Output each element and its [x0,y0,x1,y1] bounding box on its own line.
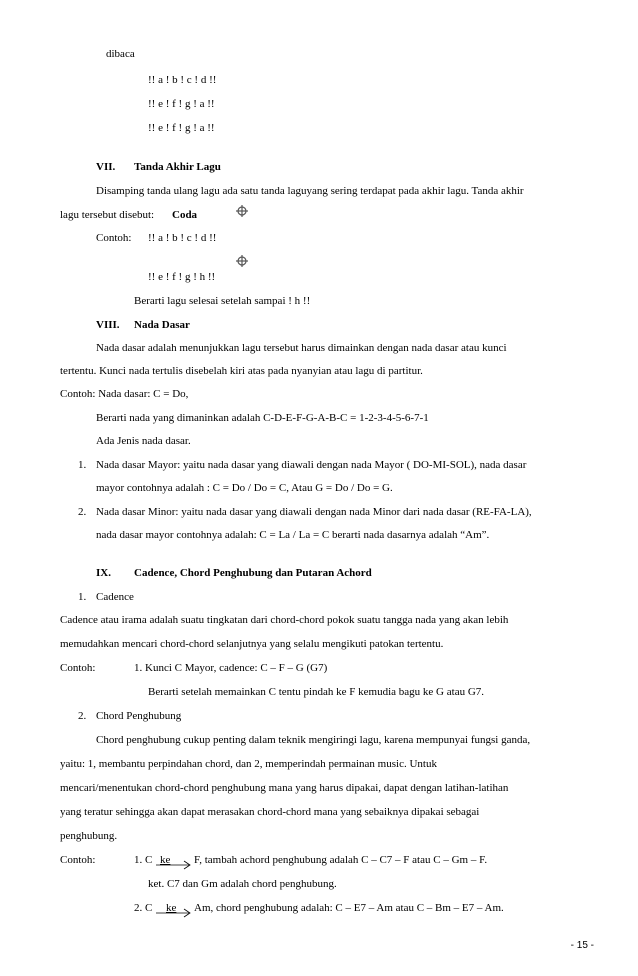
paragraph-line: memudahkan mencari chord-chord selanjutnya yang selalu mengikuti patokan tertentu. [60,638,444,650]
contoh-label: Contoh: [60,854,96,866]
section-title: Nada Dasar [134,319,190,331]
example-chord: 1. C [134,854,153,866]
paragraph-line: yaitu: 1, membantu perpindahan chord, dan 2, memperindah permainan music. Untuk [60,758,437,770]
section-title: Cadence, Chord Penghubung dan Putaran Achord [134,567,372,579]
page-number: - 15 - [570,940,594,951]
example-ke: ke [166,902,177,914]
list-number: 1. [78,459,87,471]
paragraph-line: Chord penghubung cukup penting dalam teknik mengiringi lagu, karena mempunyai fungsi ganda, [96,734,531,746]
list-item-line: Nada dasar Minor: yaitu nada dasar yang diawali dengan nada Minor dari nada dasar (RE-FA-LA), [96,506,532,518]
list-number: 1. [78,591,87,603]
subsection-title: Cadence [96,591,134,603]
paragraph-line: yang teratur sehingga akan dapat merasakan chord-chord mana yang sebaiknya dipakai sebagai [60,806,480,818]
paragraph-line: Ada Jenis nada dasar. [96,435,191,447]
section-number: VII. [96,161,116,173]
paragraph-line: Berarti nada yang dimaninkan adalah C-D-E-F-G-A-B-C = 1-2-3-4-5-6-7-1 [96,412,429,424]
coda-term: Coda [172,209,198,221]
coda-icon [236,205,248,217]
paragraph-line: mencari/menentukan chord-chord penghubung mana yang harus dipakai, dapat dengan latihan-latihan [60,782,509,794]
arrow-icon [156,908,192,918]
list-item-line: nada dasar mayor contohnya adalah: C = La / La = C berarti nada dasarnya adalah “Am”. [96,529,490,541]
section-number: IX. [96,567,111,579]
section-title: Tanda Akhir Lagu [134,161,221,173]
arrow-icon [156,860,192,870]
contoh-label: Contoh: [96,232,132,244]
notation-line: !! e ! f ! g ! a !! [148,98,215,110]
section-number: VIII. [96,319,120,331]
paragraph-line: Cadence atau irama adalah suatu tingkatan dari chord-chord pokok suatu tangga nada yang akan lebih [60,614,509,626]
coda-icon [236,255,248,267]
paragraph-line: ket. C7 dan Gm adalah chord penghubung. [148,878,337,890]
notation-line: !! e ! f ! g ! h !! [148,271,216,283]
example-chord: 2. C [134,902,153,914]
list-item-line: mayor contohnya adalah : C = Do / Do = C, Atau G = Do / Do = G. [96,482,393,494]
paragraph-line: F, tambah achord penghubung adalah C – C7 – F atau C – Gm – F. [194,854,488,866]
paragraph-line: Contoh: Nada dasar: C = Do, [60,388,189,400]
paragraph-line: Berarti setelah memainkan C tentu pindah ke F kemudia bagu ke G atau G7. [148,686,485,698]
paragraph-line: Berarti lagu selesai setelah sampai ! h !! [134,295,311,307]
paragraph-line: Nada dasar adalah menunjukkan lagu tersebut harus dimainkan dengan nada dasar atau kunci [96,342,507,354]
notation-line: !! a ! b ! c ! d !! [148,232,217,244]
paragraph-line: Am, chord penghubung adalah: C – E7 – Am atau C – Bm – E7 – Am. [194,902,504,914]
paragraph-line: penghubung. [60,830,118,842]
contoh-label: Contoh: [60,662,96,674]
list-number: 2. [78,710,87,722]
paragraph-line: tertentu. Kunci nada tertulis disebelah kiri atas pada nyanyian atau lagu di partitur. [60,365,423,377]
paragraph-line: lagu tersebut disebut: [60,209,155,221]
paragraph-line: Disamping tanda ulang lagu ada satu tanda laguyang sering terdapat pada akhir lagu. Tanda akhir [96,185,524,197]
list-item-line: Nada dasar Mayor: yaitu nada dasar yang diawali dengan nada Mayor ( DO-MI-SOL), nada dasar [96,459,527,471]
notation-line: !! a ! b ! c ! d !! [148,74,217,86]
list-number: 2. [78,506,87,518]
subsection-title: Chord Penghubung [96,710,182,722]
example-ke: ke [160,854,171,866]
notation-line: !! e ! f ! g ! a !! [148,122,215,134]
paragraph-line: 1. Kunci C Mayor, cadence: C – F – G (G7) [134,662,328,674]
dibaca-text: dibaca [106,48,135,60]
